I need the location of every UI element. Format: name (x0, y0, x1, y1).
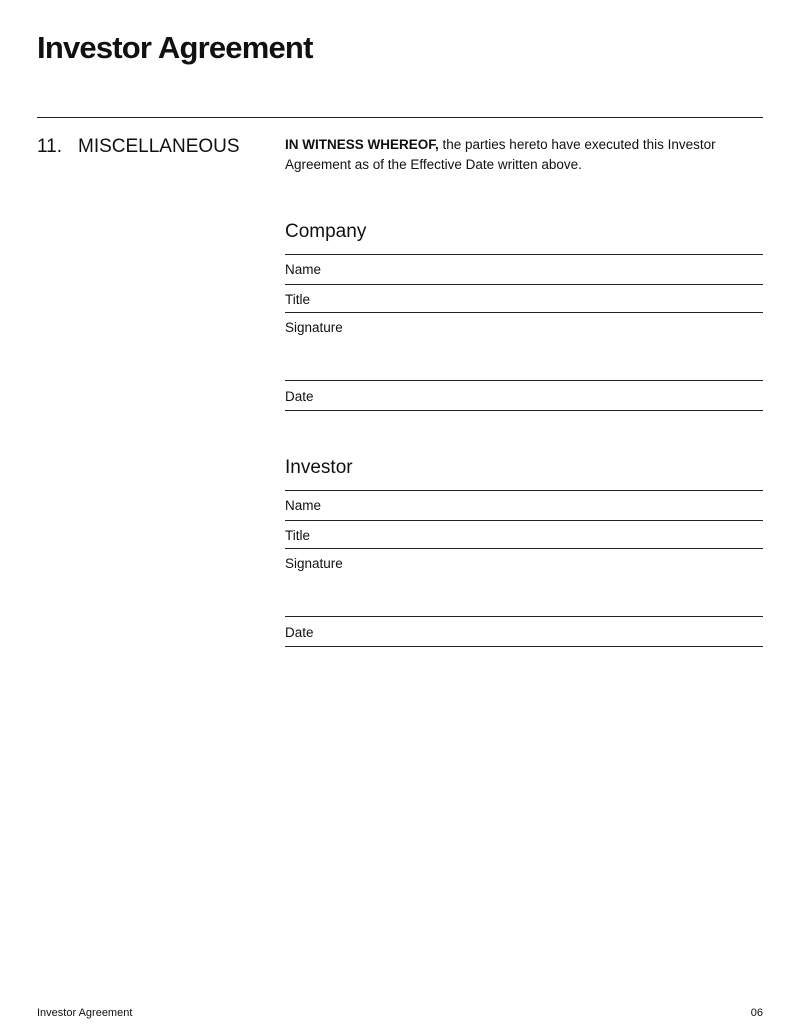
company-date-field[interactable] (285, 381, 763, 411)
company-signature-field[interactable] (285, 313, 763, 381)
investor-title-field[interactable] (285, 521, 763, 549)
investor-name-label: Name (285, 498, 322, 513)
page-title: Investor Agreement (37, 30, 313, 65)
witness-bold-lead: IN WITNESS WHEREOF, (285, 137, 439, 152)
investor-signature-block (285, 457, 763, 647)
company-date-label: Date (285, 389, 314, 404)
company-signature-block (285, 221, 763, 411)
header-divider (37, 117, 763, 118)
section-number: 11. (37, 136, 63, 157)
company-title-label: Title (285, 292, 311, 307)
investor-date-label: Date (285, 625, 314, 640)
investor-title-label: Title (285, 528, 311, 543)
company-signature-label: Signature (285, 320, 343, 335)
witness-text: the parties hereto have executed this Investor Agreement as of the Effective Date written above. (285, 137, 716, 172)
company-name-label: Name (285, 262, 322, 277)
company-fields (285, 254, 763, 411)
section-title: MISCELLANEOUS (78, 136, 240, 157)
investor-signature-field[interactable] (285, 549, 763, 617)
investor-date-field[interactable] (285, 617, 763, 647)
footer-label: Investor Agreement (37, 1007, 133, 1019)
company-heading: Company (285, 221, 367, 242)
investor-name-field[interactable] (285, 491, 763, 521)
signature-section (285, 135, 763, 640)
company-name-field[interactable] (285, 255, 763, 285)
investor-signature-label: Signature (285, 556, 343, 571)
witness-paragraph (285, 135, 763, 175)
investor-heading: Investor (285, 457, 353, 478)
company-title-field[interactable] (285, 285, 763, 313)
investor-fields (285, 490, 763, 647)
page-number: 06 (750, 1007, 763, 1019)
